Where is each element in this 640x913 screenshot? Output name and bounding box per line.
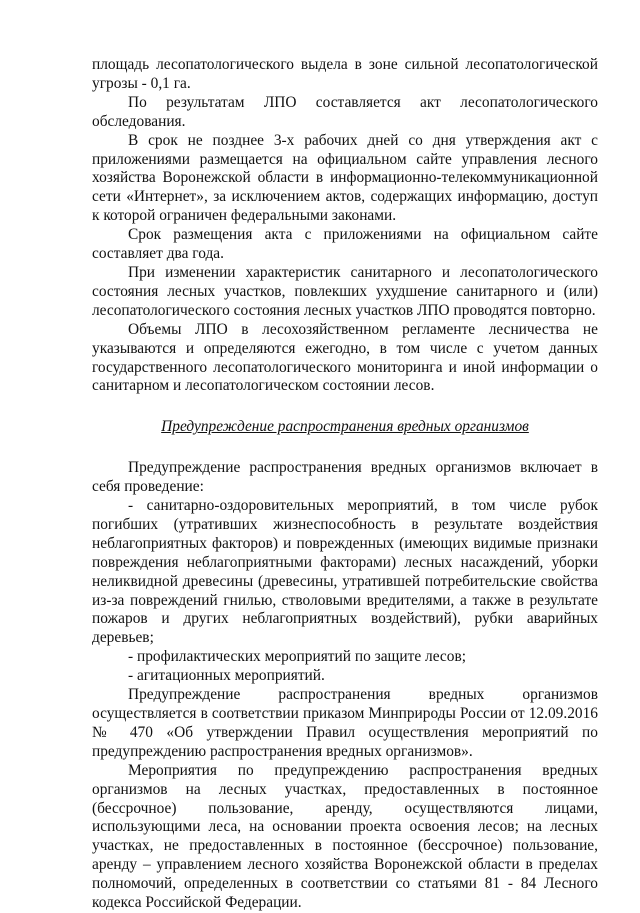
paragraph-prevention-intro: Предупреждение распространения вредных организмов включает в себя проведение: (92, 459, 598, 496)
paragraph-repeat-lpo: При изменении характеристик санитарного и лесопатологического состояния лесных участков, повлекших ухудшение санитарного и (или) лесопатологического состояния лесных участков ЛПО проводятся повторно. (92, 263, 598, 319)
paragraph-area-threat: площадь лесопатологического выдела в зоне сильной лесопатологической угрозы - 0,1 га. (92, 56, 598, 92)
paragraph-lpo-act: По результатам ЛПО составляется акт лесопатологического обследования. (92, 93, 598, 130)
section-heading: Предупреждение распространения вредных организмов (161, 418, 529, 436)
paragraph-order-reference: Предупреждение распространения вредных организмов осуществляется в соответствии приказом Минприроды России от 12.09.2016 № 470 «Об утверждении Правил осуществления мероприятий по предупреждению распространения вредных организмов». (92, 686, 598, 760)
document-body (92, 56, 598, 913)
paragraph-responsibility: Мероприятия по предупреждению распространения вредных организмов на лесных участках, предоставленных в постоянное (бессрочное) пользование, аренду, осуществляются лицами, использующими леса, на основании проекта освоения лесов; на лесных участках, не предоставленных в постоянное (бессрочное) пользование, аренду – управлением лесного хозяйства Воронежской области в пределах полномочий, определенных в соответствии со статьями 81 - 84 Лесного кодекса Российской Федерации. (92, 761, 598, 912)
paragraph-lpo-volumes: Объемы ЛПО в лесохозяйственном регламенте лесничества не указываются и определяются ежегодно, в том числе с учетом данных государственного лесопатологического мониторинга и иной информации о санитарном и лесопатологическом состоянии лесов. (92, 320, 598, 395)
list-item-agitation: - агитационных мероприятий. (128, 667, 325, 685)
paragraph-act-publication: В срок не позднее 3-х рабочих дней со дня утверждения акт с приложениями размещается на официальном сайте управления лесного хозяйства Воронежской области в информационно-телекоммуникационной сети «Интернет», за исключением актов, содержащих информацию, доступ к которой ограничен федеральными законами. (92, 131, 598, 225)
list-item-preventive: - профилактических мероприятий по защите лесов; (128, 648, 467, 666)
paragraph-publication-term: Срок размещения акта с приложениями на официальном сайте составляет два года. (92, 226, 598, 263)
list-item-sanitary: - санитарно-оздоровительных мероприятий, в том числе рубок погибших (утративших жизнеспособность в результате воздействия неблагоприятных факторов) и поврежденных (имеющих видимые признаки повреждения неблагоприятными факторами) лесных насаждений, уборки неликвидной древесины (древесины, утратившей потребительские свойства из-за повреждений гнилью, стволовыми вредителями, а также в результате пожаров и других неблагоприятных воздействий), рубки аварийных деревьев; (92, 497, 598, 647)
